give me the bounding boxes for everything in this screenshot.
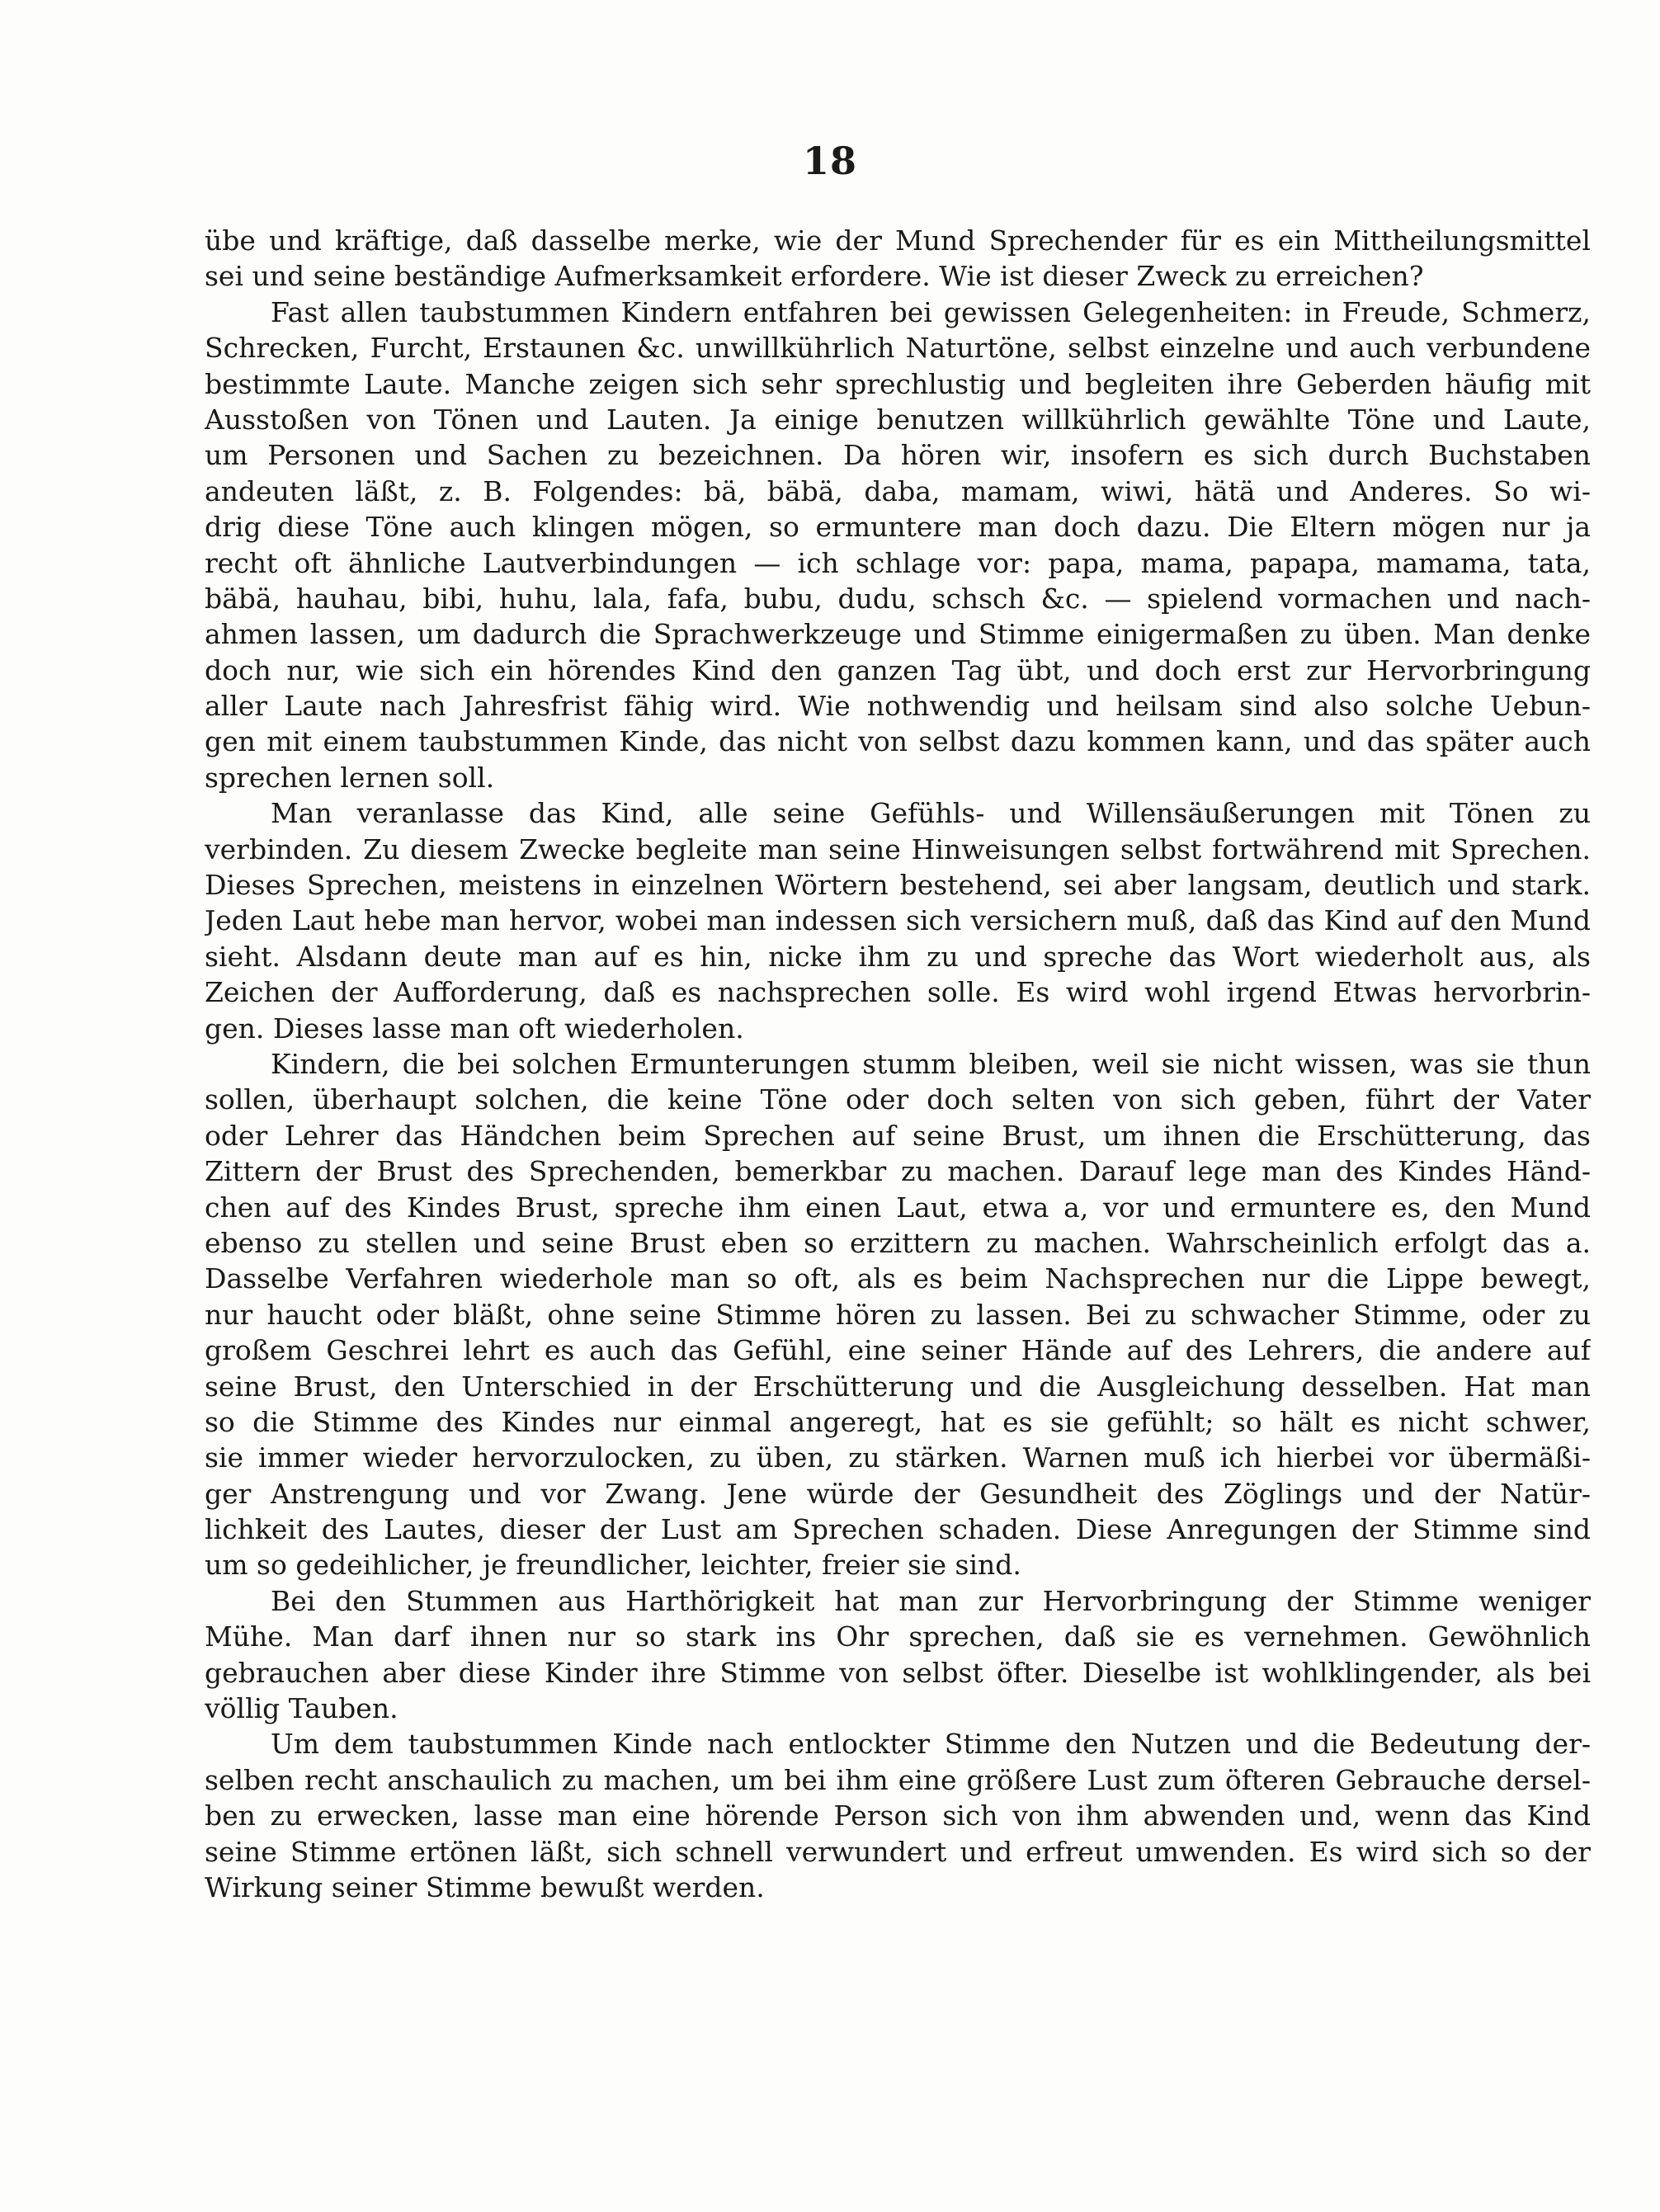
body-text [205,223,1591,1905]
text-line: Ausstoßen von Tönen und Lauten. Ja einige benutzen willkührlich gewählte Töne und Laute, [205,403,1591,436]
text-line: Bei den Stummen aus Harthörigkeit hat man zur Hervorbringung der Stimme weniger [271,1584,1591,1617]
text-line: Wirkung seiner Stimme bewußt werden. [205,1870,765,1903]
page-number: 18 [802,139,857,183]
text-line: Fast allen taubstummen Kindern entfahren bei gewissen Gelegenheiten: in Freude, Schmerz, [271,295,1591,328]
text-line: um so gedeihlicher, je freundlicher, leichter, freier sie sind. [205,1549,1021,1582]
text-line: ahmen lassen, um dadurch die Sprachwerkzeuge und Stimme einigermaßen zu üben. Man denke [205,618,1591,651]
text-line: gebrauchen aber diese Kinder ihre Stimme von selbst öfter. Dieselbe ist wohlklingender, als bei [205,1656,1591,1689]
text-line: sie immer wieder hervorzulocken, zu üben, zu stärken. Warnen muß ich hierbei vor übermäßi- [205,1441,1591,1474]
text-line: lichkeit des Lautes, dieser der Lust am Sprechen schaden. Diese Anregungen der Stimme sind [205,1513,1591,1546]
text-line: völlig Tauben. [205,1692,398,1725]
text-line: so die Stimme des Kindes nur einmal angeregt, hat es sie gefühlt; so hält es nicht schwer, [205,1405,1591,1438]
text-line: Kindern, die bei solchen Ermunterungen stumm bleiben, weil sie nicht wissen, was sie thun [271,1047,1591,1080]
text-line: oder Lehrer das Händchen beim Sprechen auf seine Brust, um ihnen die Erschütterung, das [205,1119,1591,1152]
text-line: Dieses Sprechen, meistens in einzelnen Wörtern bestehend, sei aber langsam, deutlich und stark. [205,869,1591,902]
text-line: sei und seine beständige Aufmerksamkeit erfordere. Wie ist dieser Zweck zu erreichen? [205,260,1424,293]
text-line: andeuten läßt, z. B. Folgendes: bä, bäbä, daba, mamam, wiwi, hätä und Anderes. So wi- [205,474,1591,507]
text-line: drig diese Töne auch klingen mögen, so ermuntere man doch dazu. Die Eltern mögen nur ja [205,511,1591,544]
text-line: bäbä, hauhau, bibi, huhu, lala, fafa, bubu, dudu, schsch &c. — spielend vormachen und nach- [205,582,1591,615]
text-line: doch nur, wie sich ein hörendes Kind den ganzen Tag übt, und doch erst zur Hervorbringung [205,653,1591,686]
text-line: seine Stimme ertönen läßt, sich schnell verwundert und erfreut umwenden. Es wird sich so der [205,1835,1591,1868]
text-line: verbinden. Zu diesem Zwecke begleite man seine Hinweisungen selbst fortwährend mit Sprechen. [205,832,1591,865]
text-line: großem Geschrei lehrt es auch das Gefühl, eine seiner Hände auf des Lehrers, die andere auf [205,1334,1591,1367]
text-line: recht oft ähnliche Lautverbindungen — ich schlage vor: papa, mama, papapa, mamama, tata, [205,546,1591,579]
text-line: sollen, überhaupt solchen, die keine Töne oder doch selten von sich geben, führt der Vater [205,1083,1591,1116]
text-line: sieht. Alsdann deute man auf es hin, nicke ihm zu und spreche das Wort wiederholt aus, als [205,940,1591,973]
text-line: ebenso zu stellen und seine Brust eben so erzittern zu machen. Wahrscheinlich erfolgt das a. [205,1226,1591,1259]
text-line: Man veranlasse das Kind, alle seine Gefühls- und Willensäußerungen mit Tönen zu [271,797,1591,830]
text-line: selben recht anschaulich zu machen, um bei ihm eine größere Lust zum öfteren Gebrauche dersel- [205,1763,1591,1796]
text-line: Dasselbe Verfahren wiederhole man so oft, als es beim Nachsprechen nur die Lippe bewegt, [205,1262,1591,1295]
text-line: ger Anstrengung und vor Zwang. Jene würde der Gesundheit des Zöglings und der Natür- [205,1477,1591,1510]
text-line: Um dem taubstummen Kinde nach entlockter Stimme den Nutzen und die Bedeutung der- [271,1728,1591,1761]
text-line: Schrecken, Furcht, Erstaunen &c. unwillkührlich Naturtöne, selbst einzelne und auch verbundene [205,332,1591,365]
text-line: chen auf des Kindes Brust, spreche ihm einen Laut, etwa a, vor und ermuntere es, den Mund [205,1191,1591,1224]
text-line: seine Brust, den Unterschied in der Erschütterung und die Ausgleichung desselben. Hat man [205,1370,1591,1403]
text-line: um Personen und Sachen zu bezeichnen. Da hören wir, insofern es sich durch Buchstaben [205,439,1591,472]
text-line: Zeichen der Aufforderung, daß es nachsprechen solle. Es wird wohl irgend Etwas hervorbrin- [205,976,1591,1009]
text-line: gen. Dieses lasse man oft wiederholen. [205,1012,744,1045]
text-line: nur haucht oder bläßt, ohne seine Stimme hören zu lassen. Bei zu schwacher Stimme, oder zu [205,1298,1591,1331]
text-line: Jeden Laut hebe man hervor, wobei man indessen sich versichern muß, daß das Kind auf den Mund [205,904,1591,937]
text-line: Mühe. Man darf ihnen nur so stark ins Ohr sprechen, daß sie es vernehmen. Gewöhnlich [205,1620,1591,1653]
text-line: ben zu erwecken, lasse man eine hörende Person sich von ihm abwenden und, wenn das Kind [205,1799,1591,1832]
text-line: aller Laute nach Jahresfrist fähig wird. Wie nothwendig und heilsam sind also solche Uebun- [205,690,1591,723]
text-line: sprechen lernen soll. [205,761,495,794]
text-line: bestimmte Laute. Manche zeigen sich sehr sprechlustig und begleiten ihre Geberden häufig mit [205,367,1591,400]
text-line: gen mit einem taubstummen Kinde, das nicht von selbst dazu kommen kann, und das später auch [205,725,1591,758]
text-line: übe und kräftige, daß dasselbe merke, wie der Mund Sprechender für es ein Mittheilungsmittel [205,224,1591,257]
text-line: Zittern der Brust des Sprechenden, bemerkbar zu machen. Darauf lege man des Kindes Händ- [205,1155,1591,1188]
